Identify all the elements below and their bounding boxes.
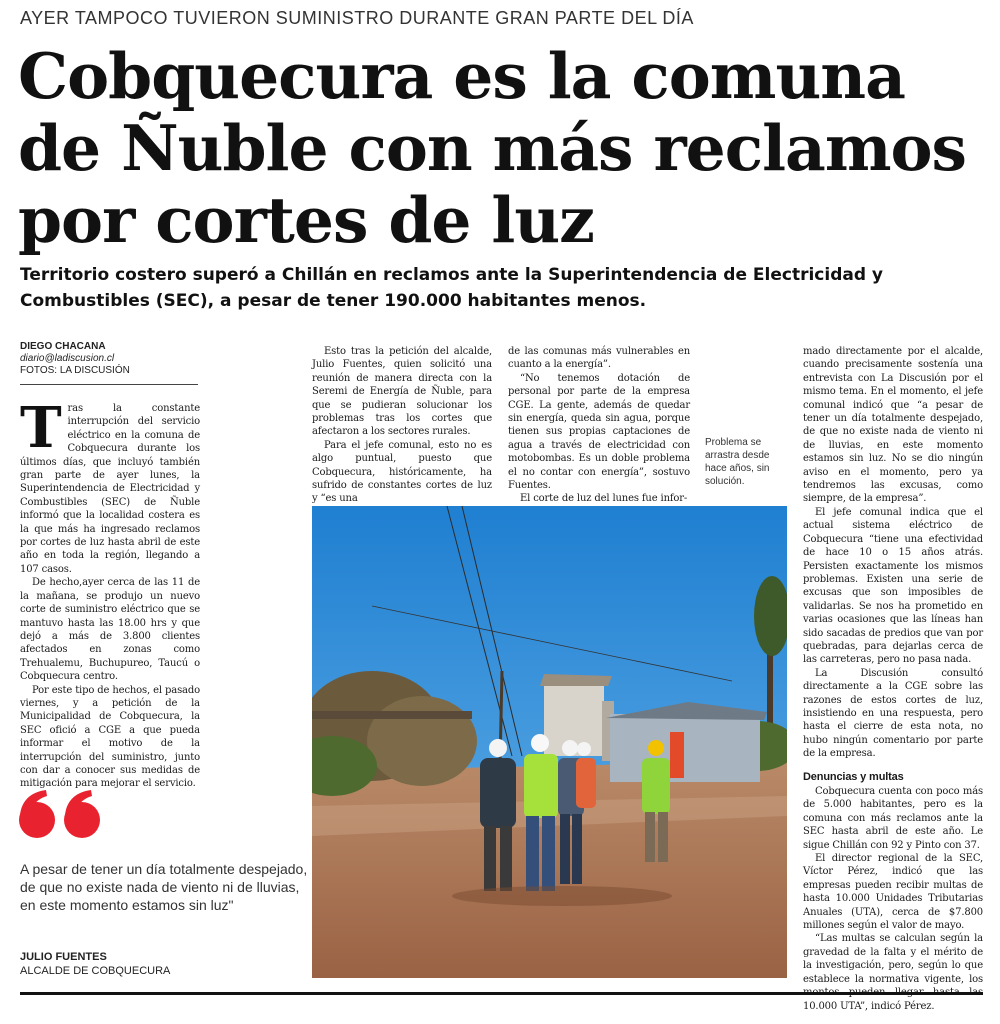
paragraph: El corte de luz del lunes fue infor- — [520, 493, 688, 505]
paragraph: El jefe comunal indica que el actual sistema eléctrico de Cobquecura “tiene una efectividad de hace 10 o 15 años atrás. Persisten exactamente los mismos problemas. Existen una serie de excusas que son imposibles de validarlas. Se nos ha prometido en varias ocasiones que las líneas han sido sacadas de predios que van por quebradas, para dejarlas cerca de las carreteras, pero no pasa nada. — [803, 506, 983, 666]
byline-author: DIEGO CHACANA — [20, 341, 106, 352]
bottom-rule — [20, 992, 983, 995]
article-column-1 — [20, 395, 200, 791]
byline-divider — [20, 384, 198, 385]
byline — [20, 341, 198, 377]
paragraph: de las comunas más vulnerables en cuanto a la energía”. — [508, 346, 690, 371]
headline-line-1: Cobquecura es la comuna — [18, 39, 905, 113]
photo-caption: Problema se arrastra desde hace años, sin solución. — [705, 437, 770, 487]
article-photo — [312, 506, 787, 978]
paragraph: ras la constante interrupción del servicio eléctrico en la comuna de Cobquecura durante los últimos días, que incluyó también gran parte de ayer lunes, la Superintendencia de Electricidad y Combustibles (SEC) de Ñuble informó que la localidad costera es la que más ha ingresado reclamos por cortes de luz hasta abril de este año en toda la región, llegando a 107 casos. — [20, 403, 200, 575]
byline-photos: FOTOS: LA DISCUSIÓN — [20, 365, 130, 376]
paragraph: Cobquecura cuenta con poco más de 5.000 habitantes, pero es la comuna con más reclamos ante la SEC hasta abril de este año. Le sigue Chillán con 92 y Pinto con 37. — [803, 786, 983, 851]
pullquote-text: A pesar de tener un día totalmente despejado, de que no existe nada de viento ni de lluvias, en este momento estamos sin luz" — [20, 861, 308, 913]
paragraph: mado directamente por el alcalde, cuando precisamente sostenía una entrevista con La Discusión por el mismo tema. En el momento, el jefe comunal indicó que “a pesar de tener un día totalmente despejado, de que no existe nada de viento ni de lluvias, en este momento estamos sin luz. No se dio ningún aviso en el momento, pero ya tendremos las excusas, como siempre, de la empresa”. — [803, 346, 983, 505]
paragraph: El director regional de la SEC, Víctor Pérez, indicó que las empresas pueden recibir multas de hasta 10.000 Unidades Tributarias Anuales (UTA), cerca de $7.800 millones según el valor de mayo. — [803, 853, 983, 932]
pullquote-role: ALCALDE DE COBQUECURA — [20, 965, 171, 977]
pullquote-author: JULIO FUENTES — [20, 951, 107, 963]
section-subhead: Denuncias y multas — [803, 770, 904, 783]
headline — [18, 40, 988, 256]
headline-line-3: por cortes de luz — [18, 183, 594, 257]
paragraph: Para el jefe comunal, esto no es algo puntual, puesto que Cobquecura, históricamente, ha sufrido de constantes cortes de luz y “es una — [312, 439, 492, 505]
paragraph: Por este tipo de hechos, el pasado viernes, y a petición de la Municipalidad de Cobquecura, la SEC ofició a CGE a que pueda informar el motivo de la interrupción del suministro, junto con dar a conocer sus medidas de mitigación para mejorar el servicio. — [20, 684, 200, 790]
byline-email[interactable]: diario@ladiscusion.cl — [20, 353, 115, 364]
article-column-4 — [803, 345, 983, 1013]
photo-scene — [312, 506, 787, 978]
paragraph: “No tenemos dotación de personal por parte de la empresa CGE. La gente, además de quedar sin energía, queda sin agua, porque tienen sus propias captaciones de agua a través de electricidad con motobombas. Es un doble problema el no contar con energía”, sostuvo Fuentes. — [508, 372, 690, 492]
pullquote-attribution — [20, 950, 170, 978]
article-column-2 — [312, 345, 492, 506]
deck-subtitle: Territorio costero superó a Chillán en reclamos ante la Superintendencia de Electricidad y Combustibles (SEC), a pesar de tener 190.000 habitantes menos. — [20, 265, 883, 311]
quote-mark-icon — [18, 788, 104, 840]
kicker: AYER TAMPOCO TUVIERON SUMINISTRO DURANTE GRAN PARTE DEL DÍA — [20, 8, 694, 28]
dropcap: T — [20, 395, 62, 461]
paragraph: Esto tras la petición del alcalde, Julio Fuentes, quien solicitó una reunión de manera directa con la Seremi de Energía de Ñuble, para que se pudieran solucionar los problemas tras los cortes que afectaron a los sectores rurales. — [312, 346, 492, 438]
paragraph: “Las multas se calculan según la gravedad de la falta y el mérito de la investigación, pero, según lo que establece la normativa vigente, los montos pueden llegar hasta las 10.000 UTA”, indicó Pérez. — [803, 933, 983, 1012]
article-column-3 — [508, 345, 690, 506]
paragraph: De hecho,ayer cerca de las 11 de la mañana, se produjo un nuevo corte de suministro eléctrico que se mantuvo hasta las 18.00 hrs y que dejó a más de 3.800 clientes afectados en zonas como Trehualemu, Buchupureo, Taucú o Cobquecura centro. — [20, 577, 200, 683]
headline-line-2: de Ñuble con más reclamos — [18, 111, 966, 185]
paragraph: La Discusión consultó directamente a la CGE sobre las razones de estos cortes de luz, insistiendo en una respuesta, pero hasta el cierre de esta nota, no hubo ningún comentario por parte de la empresa. — [803, 667, 983, 760]
